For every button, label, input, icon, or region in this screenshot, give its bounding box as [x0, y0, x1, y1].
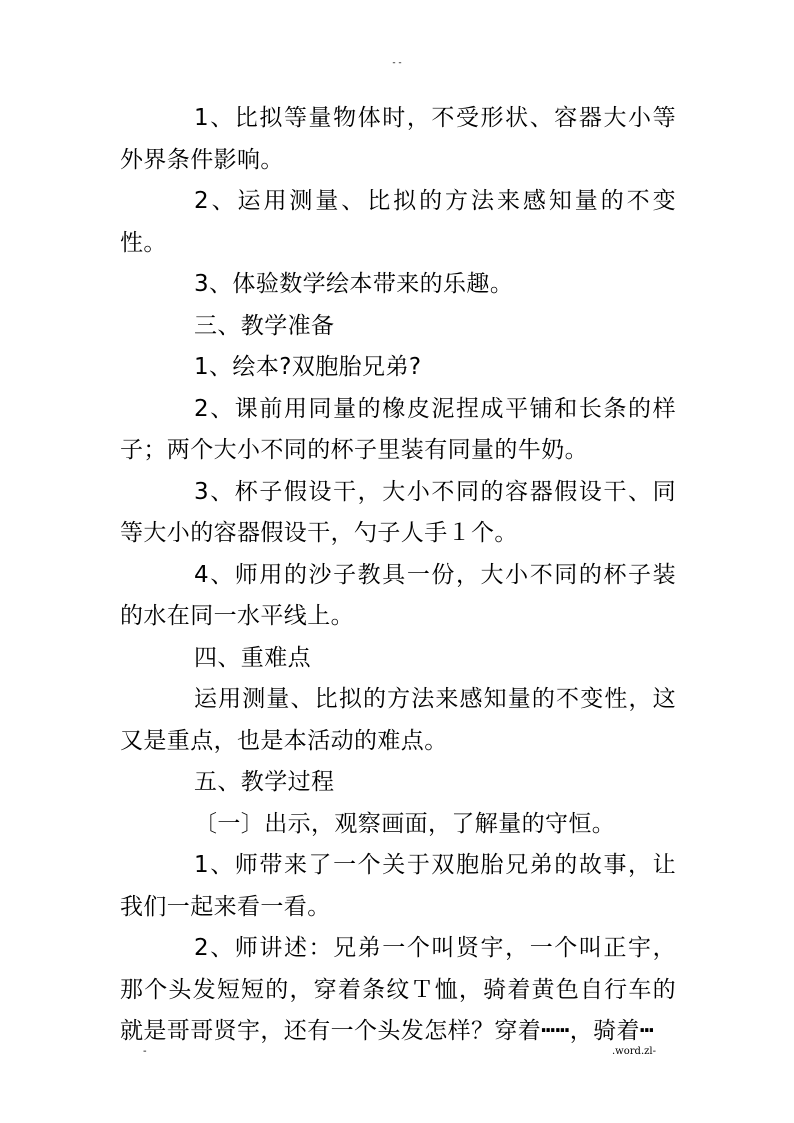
paragraph-goal-2: 2、运用测量、比拟的方法来感知量的不变性。 [120, 188, 676, 256]
paragraph-process-1: 1、师带来了一个关于双胞胎兄弟的故事，让我们一起来看一看。 [120, 852, 676, 920]
section-heading-key-points: 四、重难点 [194, 644, 311, 671]
page-header-mark: - - [392, 58, 402, 68]
document-body [120, 98, 676, 1053]
paragraph-prep-3: 3、杯子假设干，大小不同的容器假设干、同等大小的容器假设干，勺子人手１个。 [120, 478, 676, 546]
paragraph-prep-4: 4、师用的沙子教具一份，大小不同的杯子装的水在同一水平线上。 [120, 561, 676, 629]
paragraph-prep-2: 2、课前用同量的橡皮泥捏成平铺和长条的样子；两个大小不同的杯子里装有同量的牛奶。 [120, 395, 676, 463]
subsection-heading-1: 〔一〕出示，观察画面，了解量的守恒。 [194, 810, 616, 837]
paragraph-goal-3: 3、体验数学绘本带来的乐趣。 [194, 271, 514, 297]
paragraph-process-2: 2、师讲述：兄弟一个叫贤宇，一个叫正宇，那个头发短短的，穿着条纹Ｔ恤，骑着黄色自行车的就是哥哥贤宇，还有一个头发怎样？穿着┅┅，骑着┅ [120, 935, 676, 1044]
page-footer-left: - [143, 1046, 147, 1057]
paragraph-prep-1: 1、绘本?双胞胎兄弟? [194, 354, 422, 380]
paragraph-key-points: 运用测量、比拟的方法来感知量的不变性，这又是重点，也是本活动的难点。 [120, 686, 676, 754]
paragraph-goal-1: 1、比拟等量物体时，不受形状、容器大小等外界条件影响。 [120, 105, 676, 173]
page-footer-right: .word.zl- [612, 1046, 656, 1057]
section-heading-process: 五、教学过程 [194, 769, 335, 795]
section-heading-preparation: 三、教学准备 [194, 312, 335, 339]
